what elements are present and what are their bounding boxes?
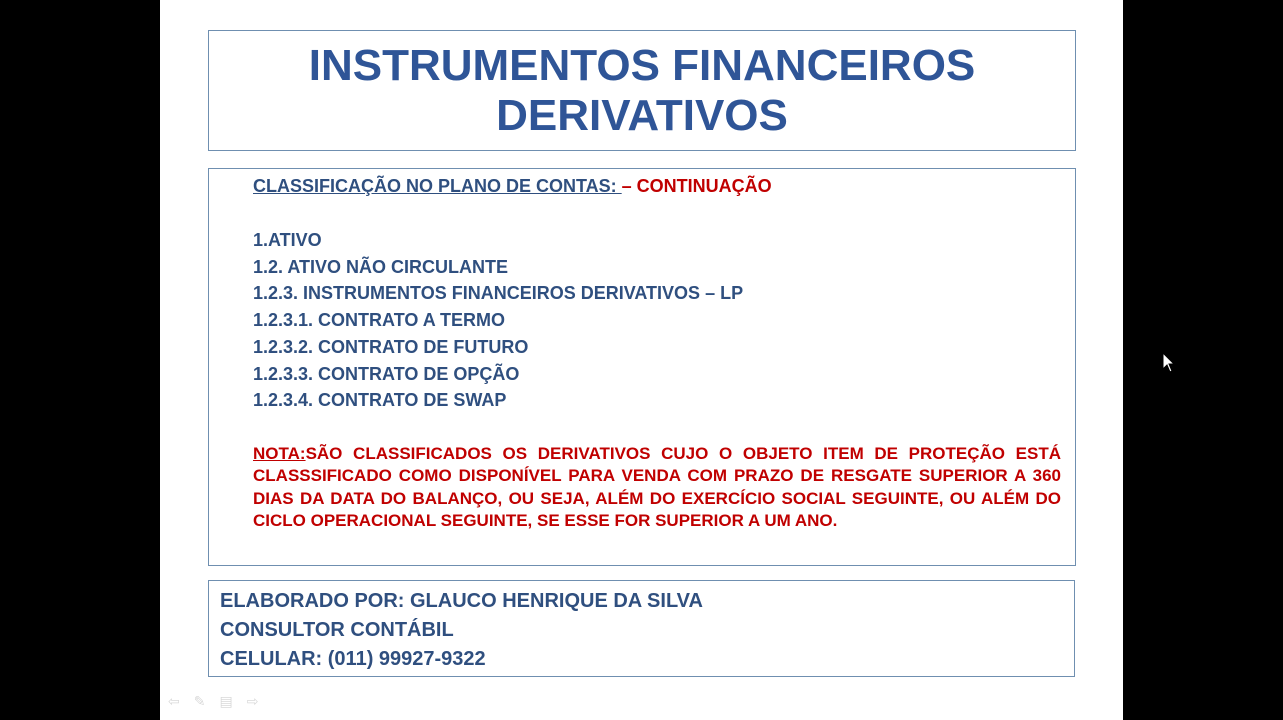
heading-underlined: CLASSIFICAÇÃO NO PLANO DE CONTAS: bbox=[253, 176, 622, 196]
author-phone: CELULAR: (011) 99927-9322 bbox=[220, 648, 486, 670]
note-label: NOTA: bbox=[253, 443, 306, 463]
note-text: SÃO CLASSIFICADOS OS DERIVATIVOS CUJO O OBJETO ITEM DE PROTEÇÃO ESTÁ CLASSSIFICADO COMO DISPONÍVEL PARA VENDA COM PRAZO DE RESGATE SUPERIOR A 360 DIAS DA DATA DO BALANÇO, OU SEJA, ALÉM DO EXERCÍCIO SOCIAL SEGUINTE, OU ALÉM DO CICLO OPERACIONAL SEGUINTE, SE ESSE FOR SUPERIOR A UM ANO. bbox=[253, 443, 1061, 531]
author-role: CONSULTOR CONTÁBIL bbox=[220, 619, 454, 641]
list-item: 1.2.3.3. CONTRATO DE OPÇÃO bbox=[253, 363, 520, 384]
prev-slide-icon[interactable]: ⇦ bbox=[168, 693, 180, 709]
slideshow-controls bbox=[168, 693, 258, 710]
author-name: ELABORADO POR: GLAUCO HENRIQUE DA SILVA bbox=[220, 590, 703, 612]
section-heading bbox=[253, 175, 1061, 197]
list-item: 1.2.3.2. CONTRATO DE FUTURO bbox=[253, 336, 529, 357]
list-item: 1.ATIVO bbox=[253, 230, 322, 250]
slide bbox=[160, 0, 1123, 720]
pen-icon[interactable]: ✎ bbox=[193, 693, 206, 709]
slide-title bbox=[209, 31, 1075, 141]
list-item: 1.2.3.4. CONTRATO DE SWAP bbox=[253, 390, 507, 411]
list-item: 1.2.3.1. CONTRATO A TERMO bbox=[253, 310, 506, 331]
author-info bbox=[220, 587, 703, 674]
title-line-1: INSTRUMENTOS FINANCEIROS bbox=[308, 41, 976, 90]
slides-menu-icon[interactable]: ▤ bbox=[219, 693, 233, 709]
list-item: 1.2. ATIVO NÃO CIRCULANTE bbox=[253, 256, 509, 277]
next-slide-icon[interactable]: ⇨ bbox=[246, 693, 259, 709]
account-list bbox=[253, 227, 1061, 414]
content-body bbox=[253, 175, 1061, 550]
note-paragraph bbox=[253, 443, 1061, 533]
title-line-2: DERIVATIVOS bbox=[496, 91, 788, 140]
title-box bbox=[208, 30, 1076, 151]
heading-continuation: – CONTINUAÇÃO bbox=[621, 176, 772, 196]
author-box bbox=[208, 580, 1075, 677]
content-box bbox=[208, 168, 1076, 566]
list-item: 1.2.3. INSTRUMENTOS FINANCEIROS DERIVATIVOS – LP bbox=[253, 283, 744, 304]
